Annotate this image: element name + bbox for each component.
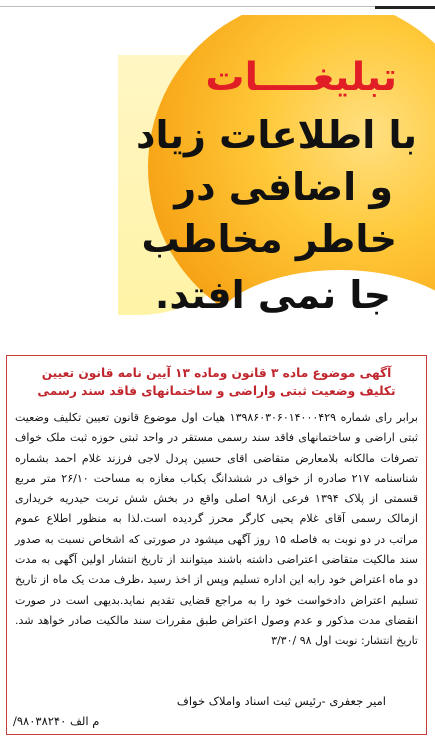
top-rule bbox=[0, 6, 435, 7]
legal-notice-box bbox=[6, 355, 427, 735]
ad-line-2: با اطلاعات زیاد bbox=[136, 113, 417, 157]
notice-body bbox=[7, 400, 426, 652]
ad-line-3: و اضافی در bbox=[174, 165, 393, 209]
notice-title bbox=[7, 356, 426, 400]
notice-body-text: برابر رای شماره ۱۳۹۸۶۰۳۰۶۰۱۴۰۰۰۴۲۹ هیات اول موضوع قانون تعیین تکلیف وضعیت ثبتی اراضی و ساختمانهای فاقد سند رسمی مستقر در واحد ثبتی حوزه ثبت ملک خواف تصرفات مالکانه بلامعارض متقاضی اقای حسین پردل لاجی فرزند غلام احمد بشماره شناسنامه ۲۱۷ صادره از خواف در ششدانگ یکباب مغازه به مساحت ۲۶/۱۰ متر مربع قسمتی از پلاک ۱۳۹۴ فرعی از۹۸ اصلی واقع در بخش شش تربت حیدریه خریداری ازمالک رسمی آقای غلام یحیی کارگر محرز گردیده است.لذا به منظور اطلاع عموم مراتب در دو نوبت به فاصله ۱۵ روز آگهی میشود در صورتی که اشخاص نسبت به صدور سند مالکیت متقاضی اعتراضی داشته باشند میتوانند از تاریخ انتشار اولین آگهی به مدت دو ماه اعتراض خود رابه این اداره تسلیم وپس از اخذ رسید ،ظرف مدت یک ماه از تاریخ تسلیم اعتراض دادخواست خود را به مراجع قضایی تقدیم نماید.بدیهی است در صورت انقضای مدت مذکور و عدم وصول اعتراض طبق مقررات سند مالکیت صادر خواهد شد. تاریخ انتشار: نوبت اول ۹۸ /۳/۳۰ bbox=[15, 411, 419, 648]
notice-ad-id: م الف ۹۸۰۳۸۲۴۰/ bbox=[13, 714, 100, 728]
advertisement-banner bbox=[0, 15, 435, 345]
ad-headline: تبلیغــــات bbox=[205, 55, 397, 100]
notice-title-line-2: تکلیف وضعیت ثبتی واراضی و ساختمانهای فاقد سند رسمی bbox=[37, 384, 396, 398]
notice-signer: امیر جعفری -رئیس ثبت اسناد واملاک خواف bbox=[176, 694, 386, 708]
notice-title-line-1: آگهی موضوع ماده ۳ قانون وماده ۱۳ آیین نامه قانون تعیین bbox=[41, 366, 392, 380]
ad-line-4: خاطر مخاطب bbox=[141, 217, 397, 261]
ad-line-5: جا نمی افتد. bbox=[154, 273, 391, 317]
top-rule-accent bbox=[375, 6, 435, 9]
